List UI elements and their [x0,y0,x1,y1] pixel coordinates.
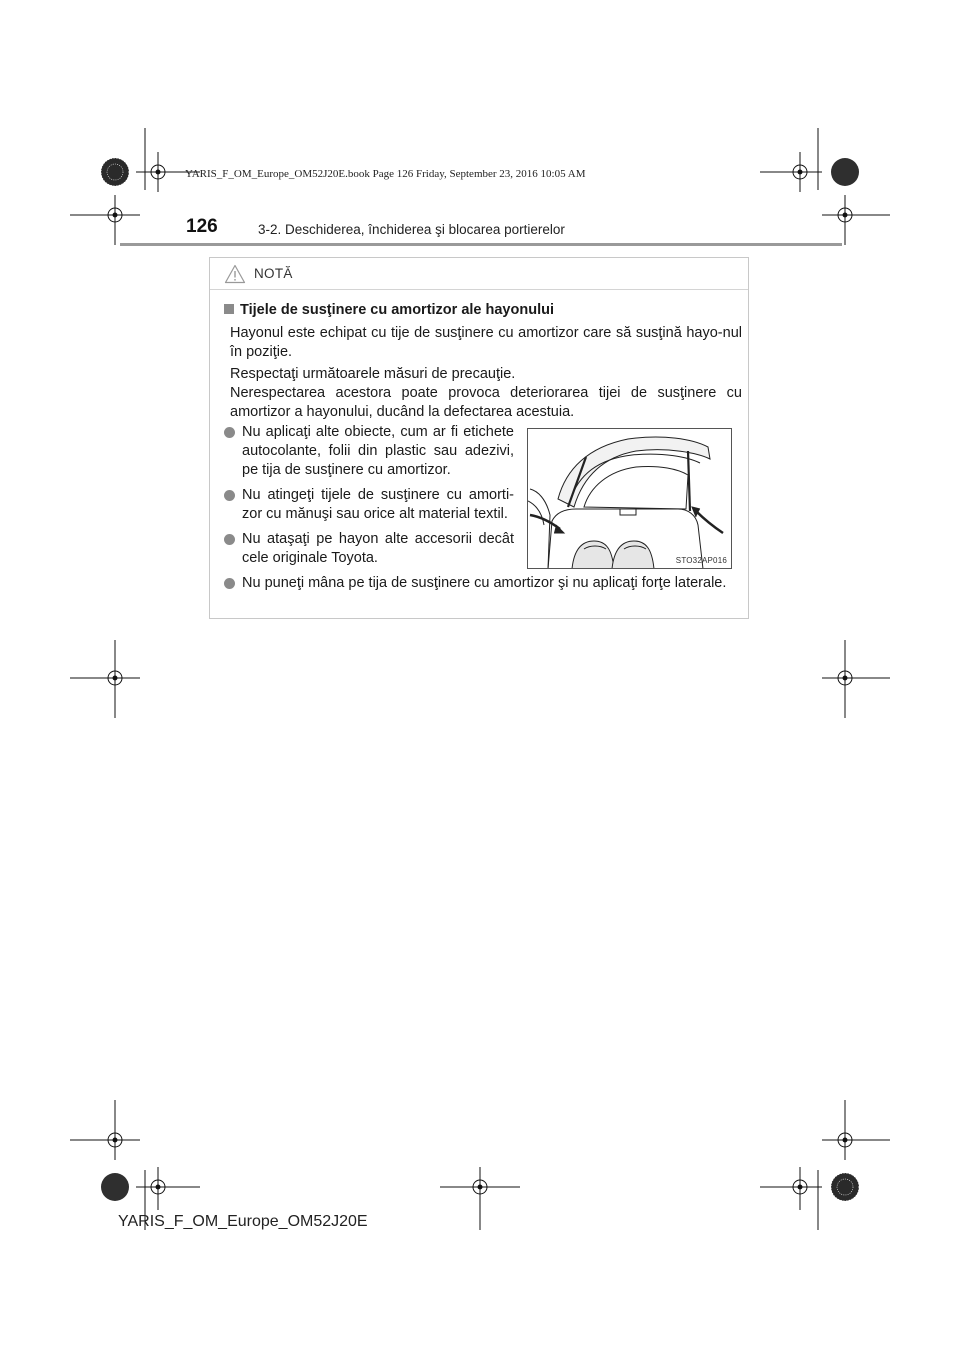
bullet-dot-icon [224,490,235,501]
note-paragraph [230,365,742,422]
bullet-dot-icon [224,578,235,589]
note-box [209,257,749,619]
book-file-header: YARIS_F_OM_Europe_OM52J20E.book Page 126 Friday, September 23, 2016 10:05 AM [185,168,586,180]
square-bullet-icon [224,304,234,314]
note-label: NOTĂ [254,266,293,281]
note-heading [224,301,554,320]
bullet-dot-icon [224,427,235,438]
bullet-dot-icon [224,534,235,545]
open-tailgate-drawing [528,429,732,569]
footer-document-code: YARIS_F_OM_Europe_OM52J20E [118,1213,368,1230]
warning-triangle-icon [224,264,246,284]
page-number: 126 [186,216,218,237]
figure-code: STO32AP016 [675,556,727,565]
list-item: Nu ataşaţi pe hayon alte accesorii decât cele originale Toyota. [224,530,514,568]
note-paragraph-line: Respectaţi următoarele măsuri de precauţie. [230,366,516,382]
tailgate-strut-illustration [527,428,732,569]
note-paragraph: Hayonul este echipat cu tije de susţinere cu amortizor care să susţină hayo-nul în poziţie. [230,325,742,360]
list-item: Nu atingeţi tijele de susţinere cu amorti-zor cu mănuşi sau orice alt material textil. [224,486,514,524]
header-rule [120,243,842,246]
section-title: 3-2. Deschiderea, închiderea şi blocarea portierelor [258,222,565,237]
list-item: Nu puneţi mâna pe tija de susţinere cu amortizor şi nu aplicaţi forţe laterale. [224,574,754,593]
note-header [210,258,748,290]
list-item: Nu aplicaţi alte obiecte, cum ar fi etichete autocolante, folii din plastic sau adezivi, pe tija de susţinere cu amortizor. [224,423,514,480]
note-heading-text: Tijele de susţinere cu amortizor ale hayonului [240,302,554,318]
note-paragraph-line: Nerespectarea acestora poate provoca deteriorarea tijei de susţinere cu amortizor a hayonului, ducând la defectarea acestuia. [230,385,742,420]
